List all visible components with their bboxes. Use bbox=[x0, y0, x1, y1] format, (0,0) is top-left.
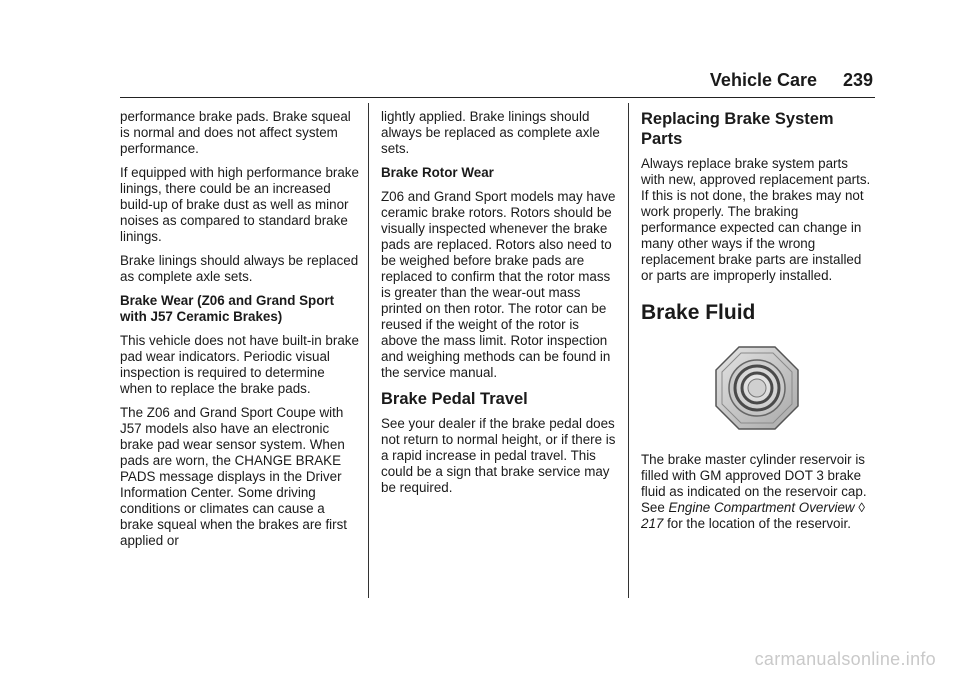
cross-reference-link[interactable]: Engine Compartment Overview bbox=[668, 500, 855, 515]
paragraph: Z06 and Grand Sport models may have ceramic brake rotors. Rotors should be visually inspected whenever the brake pads are replaced. Rotors also need to be weighed before brake pads are replaced to confirm that the rotor mass is greater than the wear-out mass printed on then rotor. The rotor can be reused if the weight of the rotor is above the mass limit. Rotor inspection and weighing methods can be found in the service manual. bbox=[381, 189, 616, 380]
paragraph: The brake master cylinder reservoir is filled with GM approved DOT 3 brake fluid as indicated on the reservoir cap. See Engine Compartment Overview ◊ 217 for the location of the reservoir. bbox=[641, 452, 867, 531]
heading-brake-fluid: Brake Fluid bbox=[641, 301, 756, 324]
watermark: carmanualsonline.info bbox=[754, 649, 936, 669]
heading-brake-pedal-travel: Brake Pedal Travel bbox=[381, 390, 528, 408]
page-number: 239 bbox=[842, 70, 873, 90]
page-ref-number[interactable]: 217 bbox=[641, 516, 664, 531]
column-1 bbox=[120, 109, 360, 557]
paragraph: This vehicle does not have built-in brake pad wear indicators. Periodic visual inspection is required to determine when to replace the brake pads. bbox=[120, 333, 359, 396]
brake-fluid-reservoir-cap-icon bbox=[714, 345, 800, 431]
subheading-brake-wear: Brake Wear (Z06 and Grand Sport with J57 Ceramic Brakes) bbox=[120, 293, 335, 324]
column-divider-1 bbox=[368, 103, 369, 598]
paragraph: performance brake pads. Brake squeal is normal and does not affect system performance. bbox=[120, 109, 351, 156]
column-2 bbox=[381, 109, 619, 504]
paragraph: If equipped with high performance brake linings, there could be an increased build-up of brake dust as well as minor noises as compared to standard brake linings. bbox=[120, 165, 359, 244]
subheading-brake-rotor-wear: Brake Rotor Wear bbox=[381, 165, 494, 180]
paragraph: The Z06 and Grand Sport Coupe with J57 models also have an electronic brake pad wear sensor system. When pads are worn, the CHANGE BRAKE PADS message displays in the Driver Information Center. Some driving conditions or climates can cause a brake squeal when the brakes are first applied or bbox=[120, 405, 348, 548]
paragraph: lightly applied. Brake linings should always be replaced as complete axle sets. bbox=[381, 109, 600, 156]
paragraph: See your dealer if the brake pedal does not return to normal height, or if there is a rapid increase in pedal travel. This could be a sign that brake service may be required. bbox=[381, 416, 616, 495]
page-header bbox=[120, 70, 875, 98]
brake-fluid-icon-container bbox=[641, 345, 875, 435]
column-3 bbox=[641, 109, 875, 540]
heading-replacing-brake-parts: Replacing Brake System Parts bbox=[641, 110, 834, 148]
column-divider-2 bbox=[628, 103, 629, 598]
paragraph: Brake linings should always be replaced as complete axle sets. bbox=[120, 253, 359, 284]
page-ref-icon: ◊ bbox=[858, 500, 865, 515]
section-title: Vehicle Care bbox=[709, 70, 817, 90]
paragraph: Always replace brake system parts with new, approved replacement parts. If this is not done, the brakes may not work properly. The braking performance expected can change in many other ways if the wrong replacement brake parts are installed or parts are improperly installed. bbox=[641, 156, 871, 283]
